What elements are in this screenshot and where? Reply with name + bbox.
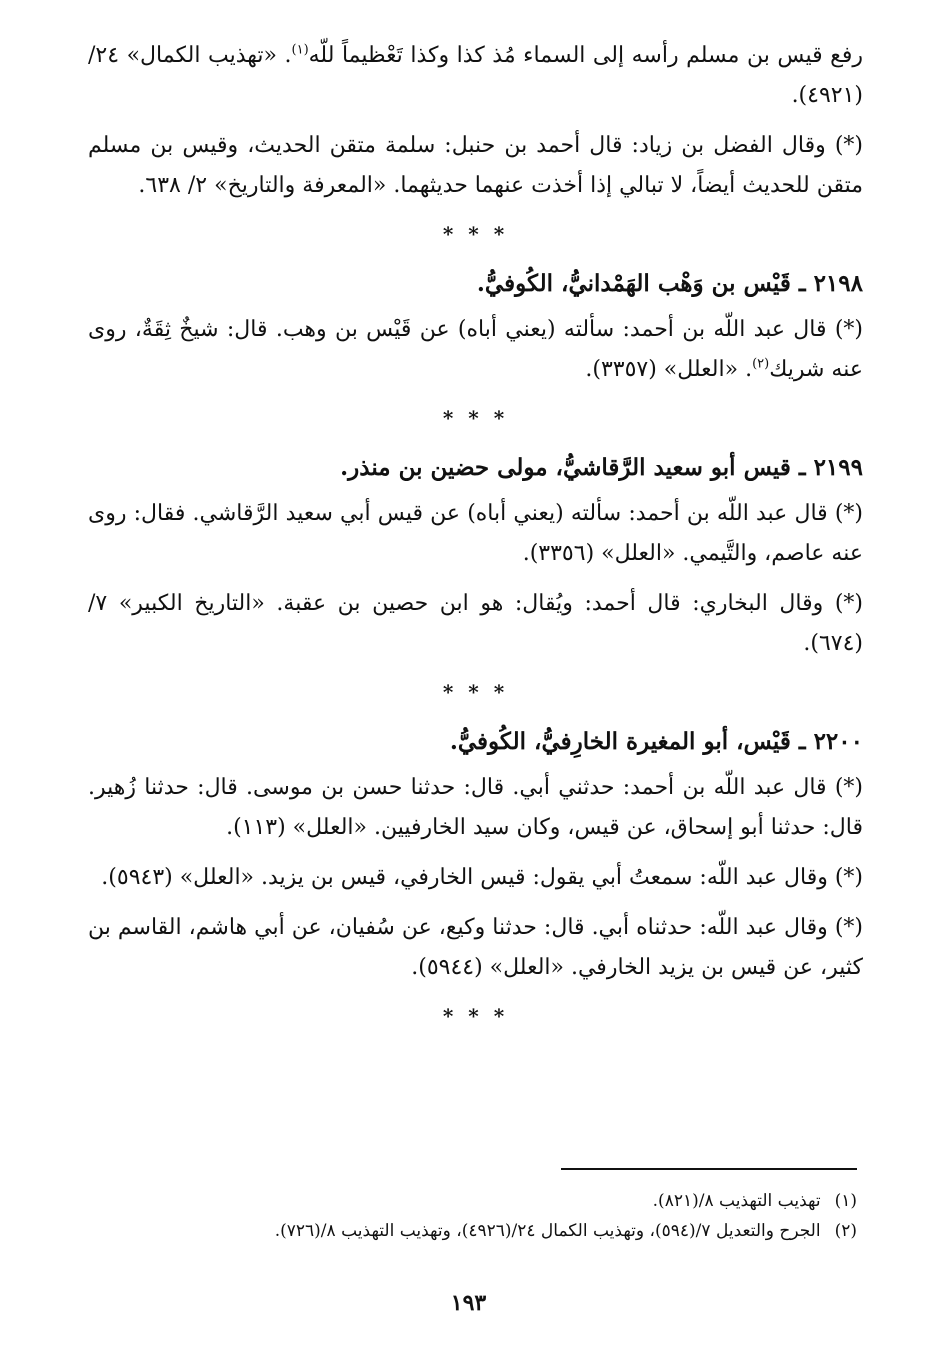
- footnote-divider: [561, 1168, 857, 1170]
- footnote-2: [90, 1216, 857, 1246]
- footnote-1: [90, 1186, 857, 1216]
- paragraph-tail: . «العلل» (٣٣٥٧).: [585, 357, 753, 382]
- paragraph-qays-ibn-muslim: [88, 36, 863, 116]
- page-body: [88, 36, 863, 1046]
- section-separator: * * *: [442, 222, 509, 246]
- footnote-text: تهذيب التهذيب ٨/(٨٢١).: [652, 1191, 821, 1211]
- paragraph-fadl-ibn-ziyad: (*) وقال الفضل بن زياد: قال أحمد بن حنبل: سلمة متقن الحديث، وقيس بن مسلم متقن للحديث أيضاً، لا تبالي إذا أخذت عنهما حديثهما. «المعرفة والتاريخ» ٢/ ٦٣٨.: [88, 133, 863, 198]
- paragraph-entry-2199-a: (*) قال عبد اللّه بن أحمد: سألته (يعني أباه) عن قيس أبي سعيد الرَّقاشي. فقال: روى عنه عاصم، والتَّيمي. «العلل» (٣٣٥٦).: [88, 501, 863, 566]
- section-separator: * * *: [442, 1004, 509, 1028]
- paragraph-entry-2200-c: (*) وقال عبد اللّه: حدثناه أبي. قال: حدثنا وكيع، عن سُفيان، عن أبي هاشم، القاسم بن كثير، عن قيس بن يزيد الخارفي. «العلل» (٥٩٤٤).: [88, 915, 863, 980]
- footnote-ref-1[interactable]: (١): [291, 42, 309, 58]
- entry-heading-2200: ٢٢٠٠ ـ قَيْس، أبو المغيرة الخارِفيُّ، الكُوفيُّ.: [449, 728, 863, 755]
- entry-heading-2198: ٢١٩٨ ـ قَيْس بن وَهْب الهَمْدانيُّ، الكُوفيُّ.: [476, 270, 863, 297]
- paragraph-entry-2198: [88, 310, 863, 390]
- paragraph-entry-2200-b: (*) وقال عبد اللّه: سمعتُ أبي يقول: قيس الخارفي، قيس بن يزيد. «العلل» (٥٩٤٣).: [101, 865, 863, 890]
- paragraph-entry-2199-b: (*) وقال البخاري: قال أحمد: ويُقال: هو ابن حصين بن عقبة. «التاريخ الكبير» ٧/ (٦٧٤).: [88, 591, 863, 656]
- footnotes: [90, 1186, 857, 1246]
- paragraph-entry-2200-a: (*) قال عبد اللّه بن أحمد: حدثني أبي. قال: حدثنا حسن بن موسى. قال: حدثنا زُهير. قال: حدثنا أبو إسحاق، عن قيس، وكان سيد الخارفيين. «العلل» (١١٣).: [88, 775, 863, 840]
- footnote-number: (١): [834, 1191, 857, 1211]
- page-number: ١٩٣: [450, 1290, 487, 1316]
- footnote-ref-2[interactable]: (٢): [752, 356, 770, 372]
- footnote-text: الجرح والتعديل ٧/(٥٩٤)، وتهذيب الكمال ٢٤/(٤٩٢٦)، وتهذيب التهذيب ٨/(٧٢٦).: [274, 1221, 821, 1241]
- paragraph-tail: . «تهذيب الكمال» ٢٤/ (٤٩٢١).: [88, 43, 863, 108]
- footnote-number: (٢): [834, 1221, 857, 1241]
- section-separator: * * *: [442, 406, 509, 430]
- entry-heading-2199: ٢١٩٩ ـ قيس أبو سعيد الرَّقاشيُّ، مولى حضين بن منذر.: [340, 454, 863, 481]
- paragraph-text: رفع قيس بن مسلم رأسه إلى السماء مُذ كذا وكذا تَعْظيماً للّه: [308, 43, 863, 68]
- section-separator: * * *: [442, 680, 509, 704]
- paragraph-text: (*) قال عبد اللّه بن أحمد: سألته (يعني أباه) عن قَيْس بن وهب. قال: شيخٌ ثِقَةٌ، روى عنه شريك: [88, 317, 863, 382]
